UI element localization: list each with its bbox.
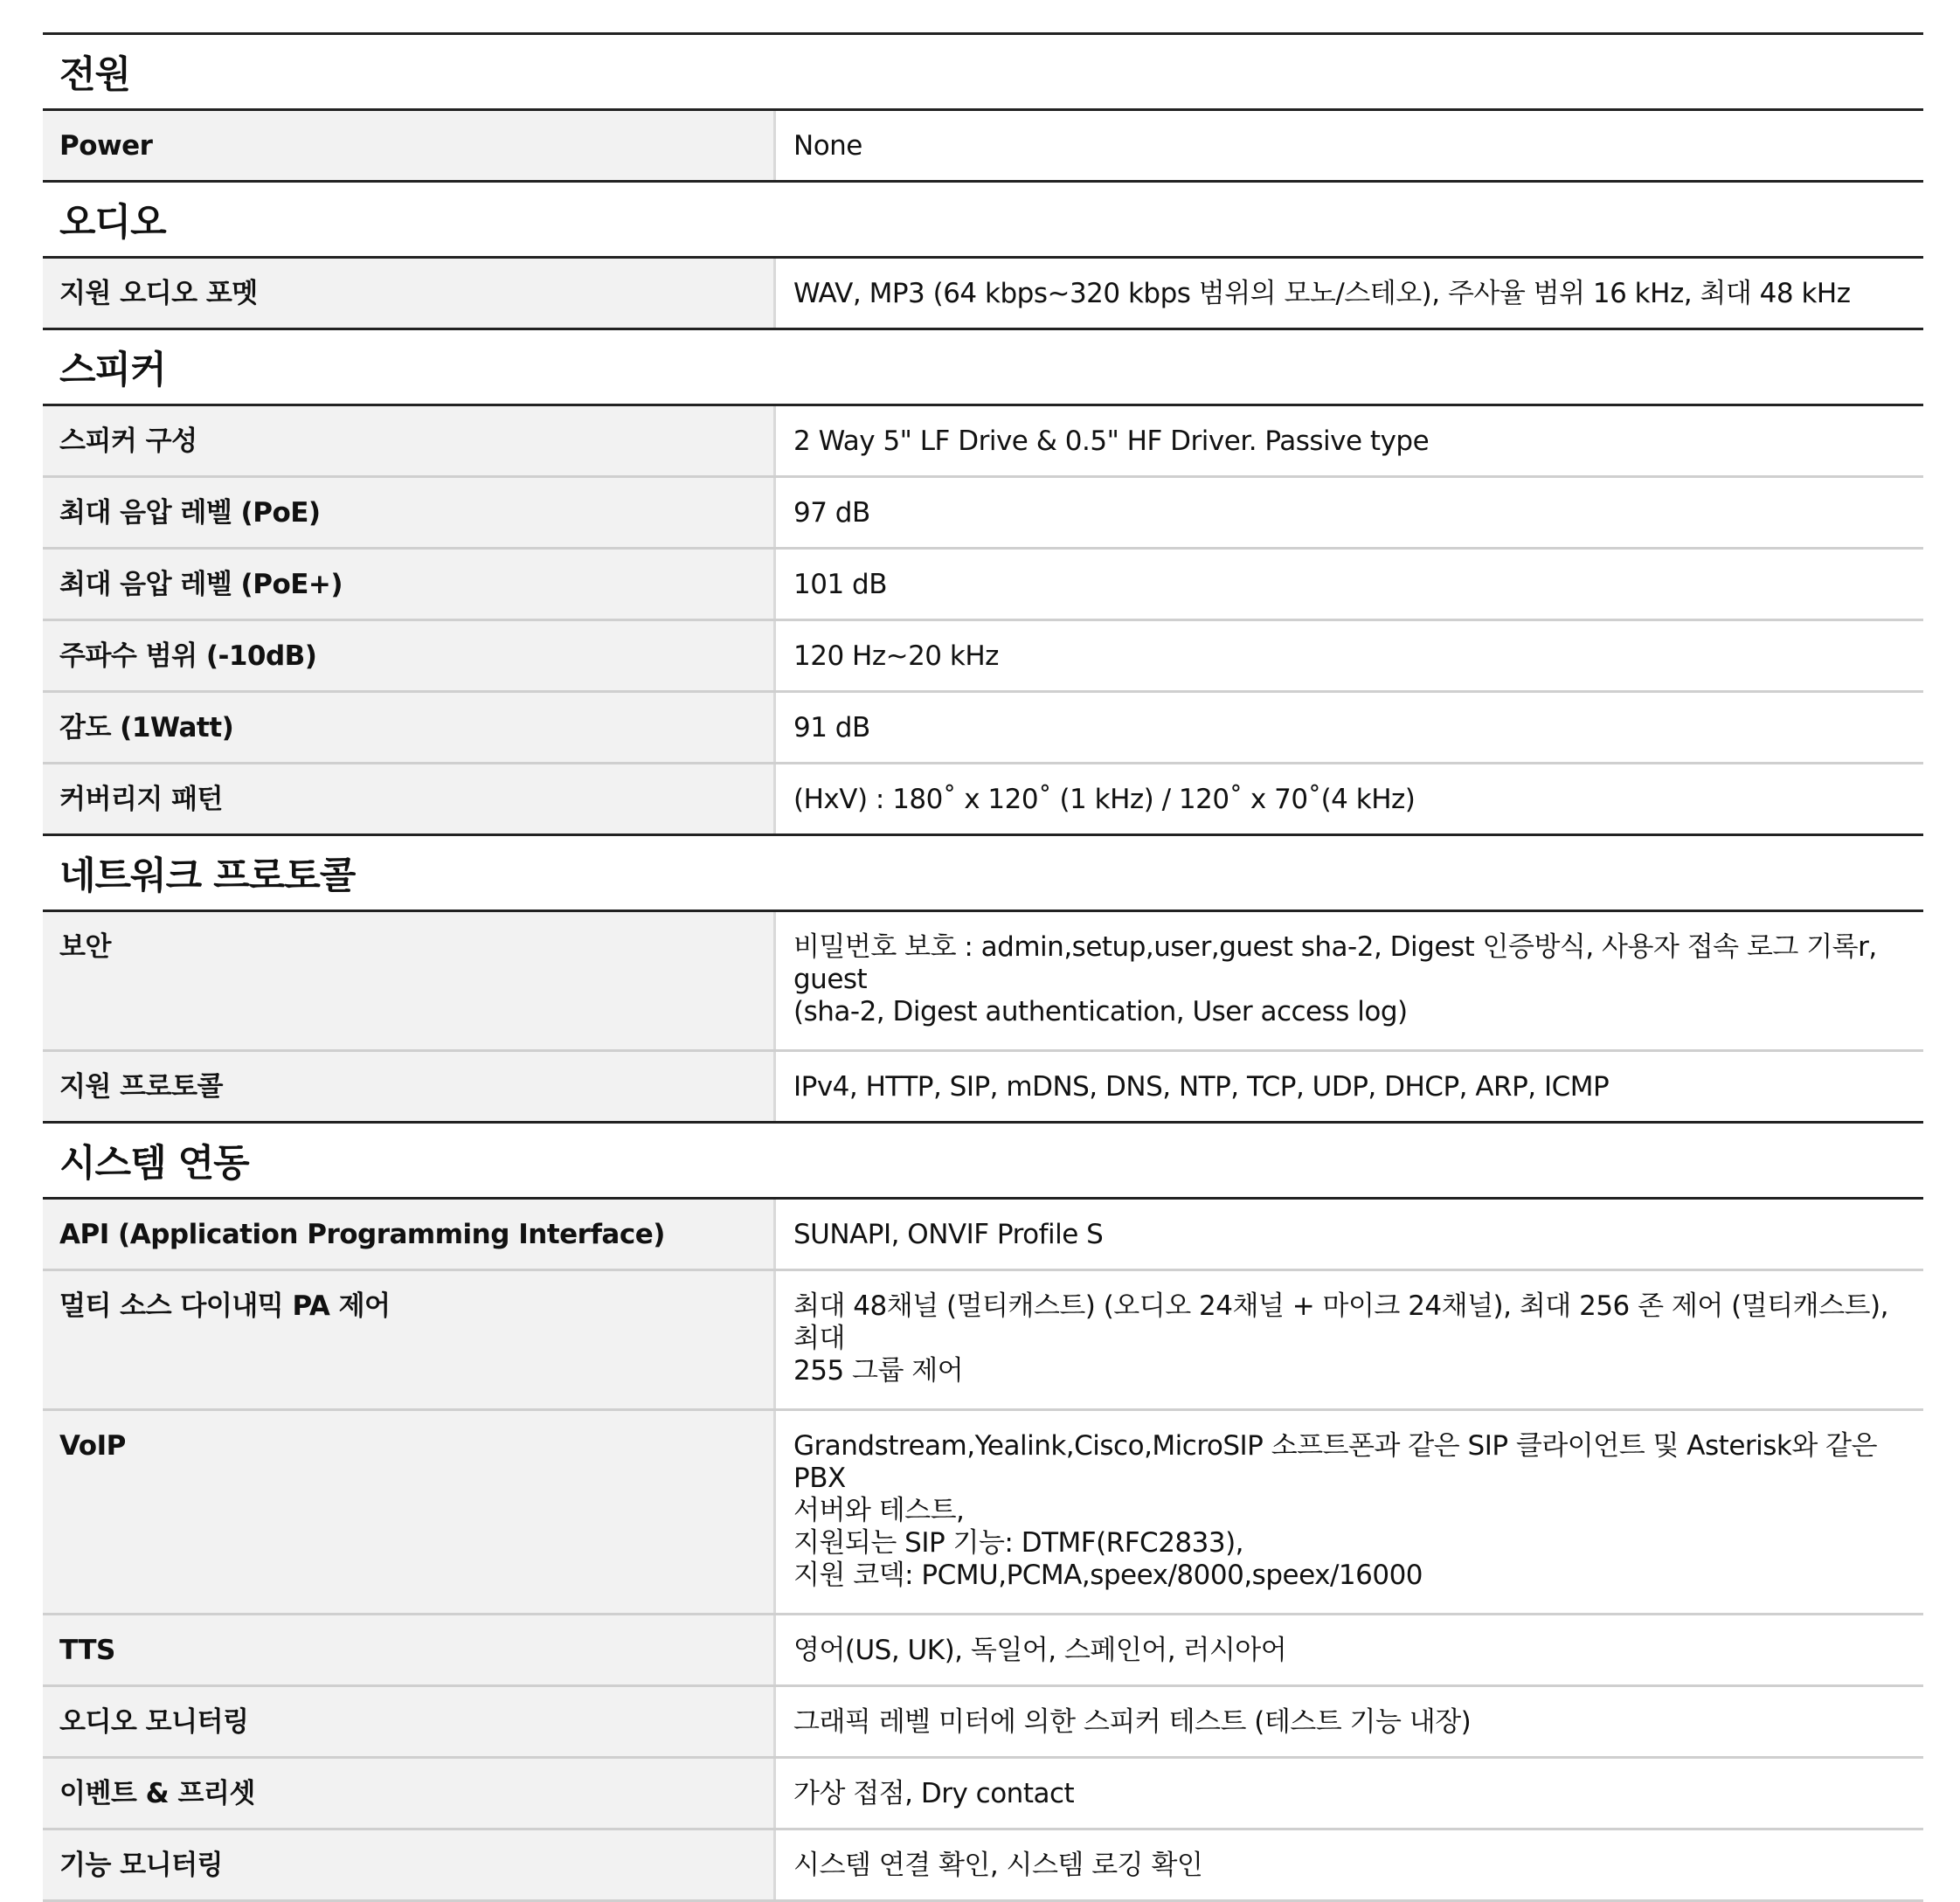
row-value: SUNAPI, ONVIF Profile S bbox=[793, 1219, 1104, 1250]
row-value: 120 Hz~20 kHz bbox=[793, 640, 999, 672]
table-row bbox=[43, 1756, 1923, 1828]
row-label: 이벤트 & 프리셋 bbox=[43, 1759, 776, 1828]
row-value: WAV, MP3 (64 kbps~320 kbps 범위의 모노/스테오), 주사율 범위 16 kHz, 최대 48 kHz bbox=[793, 278, 1851, 309]
section-title-network-protocol: 네트워크 프로토콜 bbox=[43, 833, 1923, 910]
row-label: 보안 bbox=[43, 912, 776, 1049]
table-row bbox=[43, 1197, 1923, 1269]
row-label: 스피커 구성 bbox=[43, 406, 776, 475]
row-label: 감도 (1Watt) bbox=[43, 693, 776, 762]
row-value: 비밀번호 보호 : admin,setup,user,guest sha-2, Digest 인증방식, 사용자 접속 로그 기록r, guest (sha-2, Digest authentication, User access log) bbox=[793, 931, 1877, 1027]
table-row bbox=[43, 404, 1923, 475]
row-value: 시스템 연결 확인, 시스템 로깅 확인 bbox=[793, 1850, 1203, 1881]
section-title-speaker: 스피커 bbox=[43, 328, 1923, 404]
section-title-power: 전원 bbox=[43, 32, 1923, 108]
table-row bbox=[43, 256, 1923, 328]
row-value: 최대 48채널 (멀티캐스트) (오디오 24채널 + 마이크 24채널), 최대 256 존 제어 (멀티캐스트), 최대 255 그룹 제어 bbox=[793, 1290, 1888, 1387]
table-row bbox=[43, 108, 1923, 180]
row-label: 주파수 범위 (-10dB) bbox=[43, 621, 776, 690]
row-value: IPv4, HTTP, SIP, mDNS, DNS, NTP, TCP, UDP, DHCP, ARP, ICMP bbox=[793, 1071, 1610, 1103]
row-value: (HxV) : 180˚ x 120˚ (1 kHz) / 120˚ x 70˚(4 kHz) bbox=[793, 784, 1416, 815]
row-label: VoIP bbox=[43, 1411, 776, 1613]
row-value: 101 dB bbox=[793, 569, 887, 600]
row-label: Power bbox=[43, 111, 776, 180]
row-value: 91 dB bbox=[793, 712, 870, 744]
table-row bbox=[43, 547, 1923, 619]
row-label: 지원 오디오 포멧 bbox=[43, 259, 776, 328]
table-row bbox=[43, 1269, 1923, 1408]
row-label: 멀티 소스 다이내믹 PA 제어 bbox=[43, 1271, 776, 1408]
row-value: 영어(US, UK), 독일어, 스페인어, 러시아어 bbox=[793, 1635, 1287, 1666]
table-row bbox=[43, 1408, 1923, 1613]
row-label: 커버리지 패턴 bbox=[43, 764, 776, 833]
row-value: Grandstream,Yealink,Cisco,MicroSIP 소프트폰과 같은 SIP 클라이언트 및 Asterisk와 같은 PBX 서버와 테스트, 지원되는 SIP 기능: DTMF(RFC2833), 지원 코덱: PCMU,PCMA,speex/8000,speex/16000 bbox=[793, 1430, 1878, 1591]
row-label: 기능 모니터링 bbox=[43, 1830, 776, 1899]
table-row bbox=[43, 619, 1923, 690]
table-row bbox=[43, 690, 1923, 762]
table-row bbox=[43, 1049, 1923, 1121]
section-title-system-integration: 시스템 연동 bbox=[43, 1121, 1923, 1197]
section-title-audio: 오디오 bbox=[43, 180, 1923, 256]
table-row bbox=[43, 762, 1923, 833]
row-label: 최대 음압 레벨 (PoE) bbox=[43, 478, 776, 547]
row-value: 그래픽 레벨 미터에 의한 스피커 테스트 (테스트 기능 내장) bbox=[793, 1706, 1472, 1738]
table-row bbox=[43, 1684, 1923, 1756]
row-value: 97 dB bbox=[793, 497, 870, 529]
table-row bbox=[43, 475, 1923, 547]
row-label: 지원 프로토콜 bbox=[43, 1052, 776, 1121]
row-label: API (Application Programming Interface) bbox=[43, 1200, 776, 1269]
row-label: 최대 음압 레벨 (PoE+) bbox=[43, 550, 776, 619]
spec-table bbox=[43, 32, 1923, 1902]
row-value: 가상 접점, Dry contact bbox=[793, 1778, 1075, 1809]
table-row bbox=[43, 910, 1923, 1049]
table-row bbox=[43, 1828, 1923, 1902]
table-row bbox=[43, 1613, 1923, 1684]
row-value: 2 Way 5" LF Drive & 0.5" HF Driver. Passive type bbox=[793, 425, 1430, 457]
row-value: None bbox=[793, 130, 862, 162]
row-label: 오디오 모니터링 bbox=[43, 1687, 776, 1756]
row-label: TTS bbox=[43, 1615, 776, 1684]
